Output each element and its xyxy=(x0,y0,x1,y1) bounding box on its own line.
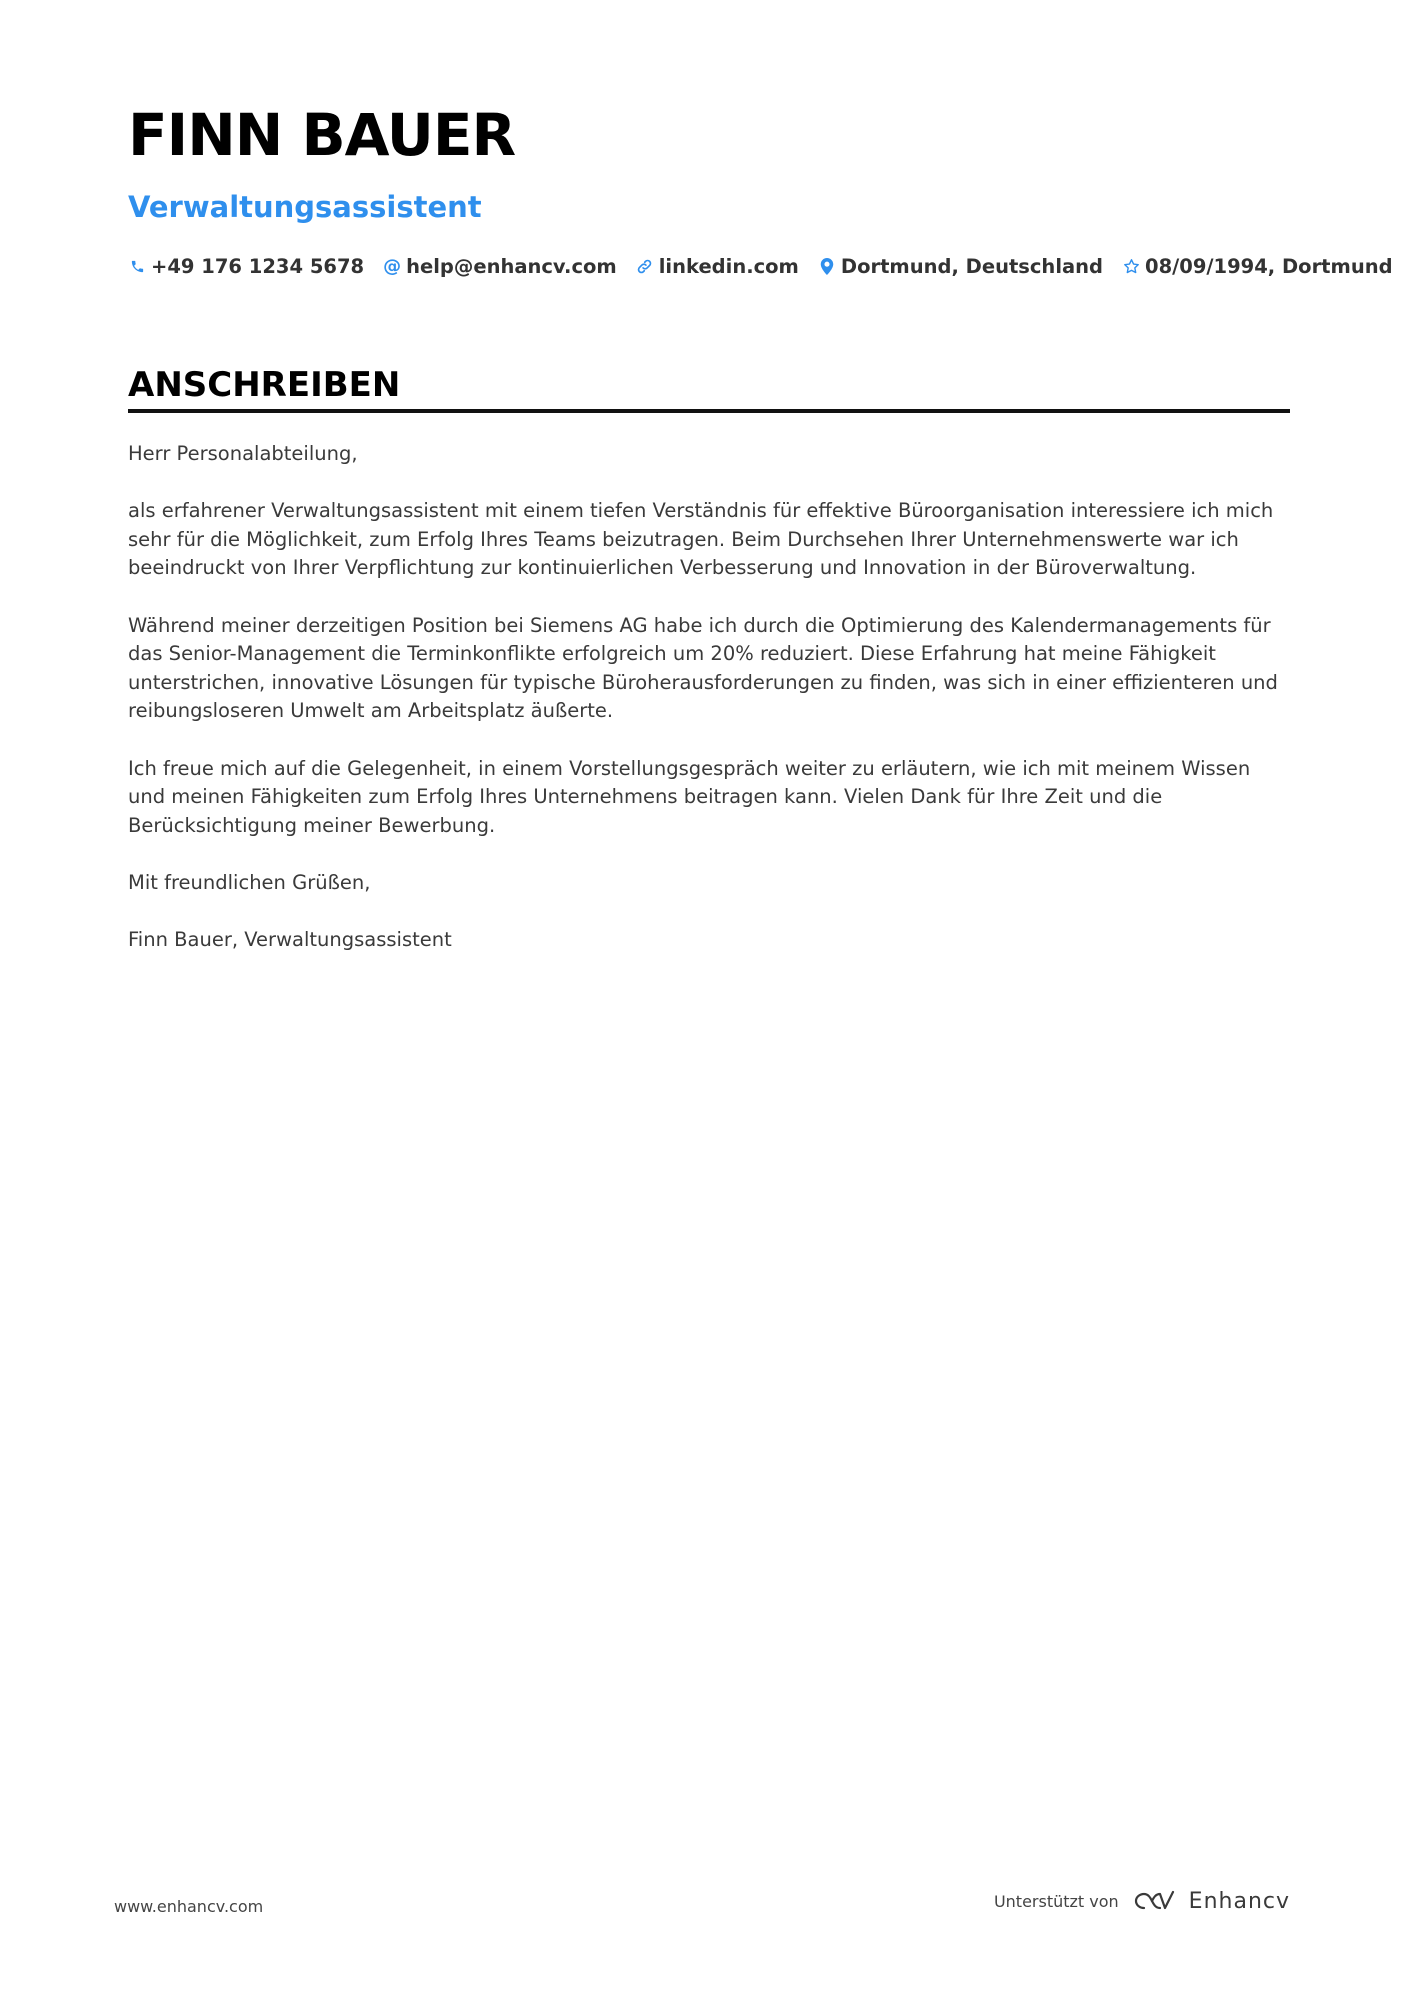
location-pin-icon xyxy=(818,258,836,276)
section-heading: ANSCHREIBEN xyxy=(128,365,401,405)
letter-body xyxy=(128,440,1290,983)
footer-powered-by[interactable] xyxy=(994,1888,1290,1914)
powered-by-label: Unterstützt von xyxy=(993,1891,1119,1911)
contact-birth-text: 08/09/1994, Dortmund xyxy=(1145,255,1393,278)
contact-location xyxy=(818,255,1103,278)
contact-location-text: Dortmund, Deutschland xyxy=(840,255,1103,278)
job-title: Verwaltungsassistent xyxy=(128,190,482,224)
letter-paragraph: Ich freue mich auf die Gelegenheit, in einem Vorstellungsgespräch weiter zu erläutern, wie ich mit meinem Wissen und meinen Fähigkeiten zum Erfolg Ihres Unternehmens beitragen kann. Vielen Dank für Ihre Zeit und die Berücksichtigung meiner Bewerbung. xyxy=(128,756,1251,837)
phone-icon xyxy=(128,258,146,276)
star-icon xyxy=(1122,258,1140,276)
letter-closing: Mit freundlichen Grüßen, xyxy=(128,870,371,894)
contact-birth xyxy=(1122,255,1393,278)
contact-email[interactable] xyxy=(383,255,617,278)
contact-linkedin-text: linkedin.com xyxy=(658,255,799,278)
section-divider xyxy=(128,409,1290,413)
contact-linkedin[interactable] xyxy=(636,255,799,278)
enhancv-logo-icon xyxy=(1131,1888,1177,1914)
brand-name: Enhancv xyxy=(1188,1888,1290,1914)
candidate-name: FINN BAUER xyxy=(128,101,516,169)
letter-paragraph: Während meiner derzeitigen Position bei Siemens AG habe ich durch die Optimierung des Kalendermanagements für das Senior-Management die Terminkonflikte erfolgreich um 20% reduziert. Diese Erfahrung hat meine Fähigkeit unterstrichen, innovative Lösungen für typische Büroherausforderungen zu finden, was sich in einer effizienteren und reibungsloseren Umwelt am Arbeitsplatz äußerte. xyxy=(128,613,1278,723)
footer-website-link[interactable]: www.enhancv.com xyxy=(114,1897,264,1916)
link-icon xyxy=(636,258,654,276)
letter-signature: Finn Bauer, Verwaltungsassistent xyxy=(128,928,452,952)
letter-salutation: Herr Personalabteilung, xyxy=(128,442,358,465)
contact-phone-text: +49 176 1234 5678 xyxy=(151,255,365,278)
contact-email-text: help@enhancv.com xyxy=(406,255,617,278)
letter-paragraph: als erfahrener Verwaltungsassistent mit einem tiefen Verständnis für effektive Büroorganisation interessiere ich mich sehr für die Möglichkeit, zum Erfolg Ihres Teams beizutragen. Beim Durchsehen Ihrer Unternehmenswerte war ich beeindruckt von Ihrer Verpflichtung zur kontinuierlichen Verbesserung und Innovation in der Büroverwaltung. xyxy=(128,499,1274,580)
at-icon: @ xyxy=(383,256,402,277)
contact-phone[interactable] xyxy=(128,255,364,278)
contact-bar xyxy=(128,255,1410,278)
